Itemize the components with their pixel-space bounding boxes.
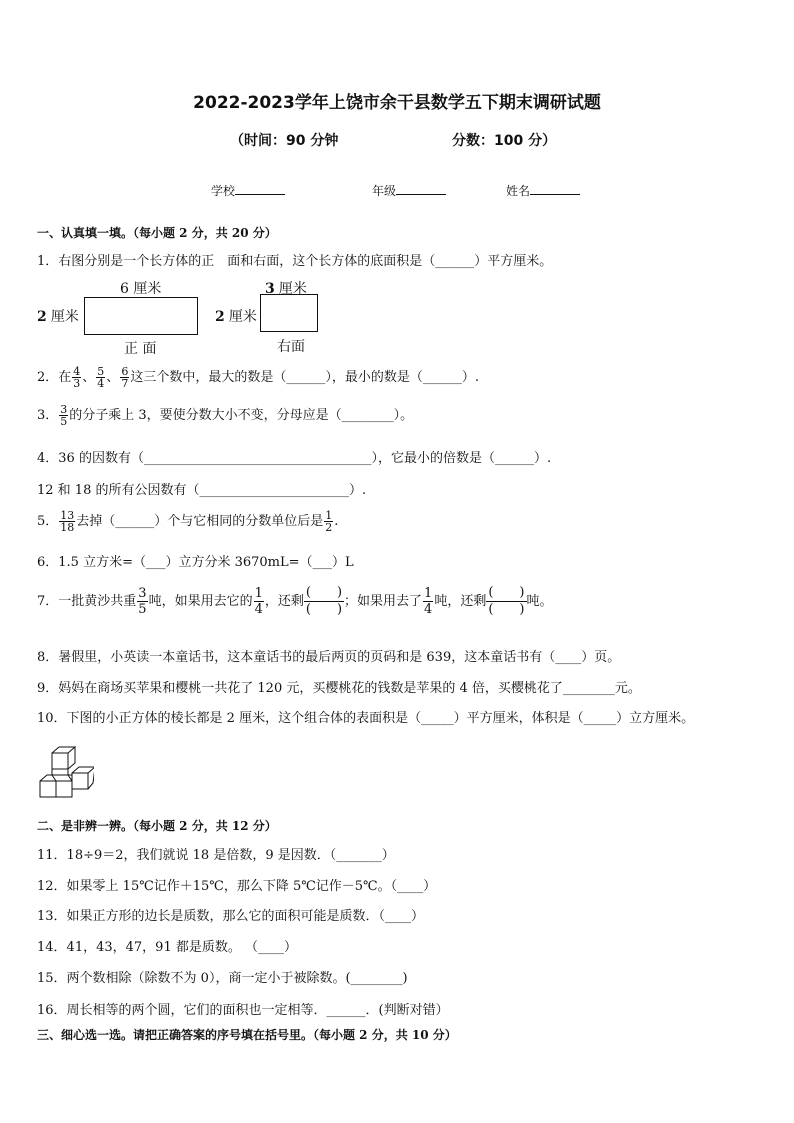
- right-height-label: 2 厘米: [215, 309, 257, 325]
- question-4: 4．36 的因数有（___________________________________），它最小的倍数是（______）.: [37, 451, 552, 466]
- q1-text-a: 1．右图分别是一个长方体的正 面和右面，这个长方体的底面积是（: [37, 254, 436, 269]
- right-width-label: 3 厘米: [265, 281, 307, 297]
- fraction-1-4: $\frac{1}{4}$: [254, 586, 263, 617]
- front-height-label: 2 厘米: [37, 309, 79, 325]
- question-6: 6．1.5 立方米=（___）立方分米 3670mL=（___）L: [37, 555, 354, 570]
- school-label: 学校: [211, 184, 236, 198]
- fraction-4-3: $\frac{4}{3}$: [73, 365, 81, 390]
- fraction-1-4-b: $\frac{1}{4}$: [424, 586, 433, 617]
- question-15: 15．两个数相除（除数不为 0），商一定小于被除数。(________): [37, 971, 408, 986]
- fraction-6-7: $\frac{6}{7}$: [121, 365, 129, 390]
- section-3-heading: 三、细心选一选。请把正确答案的序号填在括号里。（每小题 2 分，共 10 分）: [37, 1028, 457, 1042]
- right-face-label: 右面: [277, 339, 305, 355]
- fraction-3-5: $\frac{3}{5}$: [60, 403, 68, 428]
- grade-label: 年级: [372, 184, 397, 198]
- question-4b: 12 和 18 的所有公因数有（_______________________）.: [37, 483, 367, 498]
- grade-blank[interactable]: [396, 182, 446, 195]
- question-10: 10．下图的小正方体的棱长都是 2 厘米，这个组合体的表面积是（_____）平方厘米，体积是（_____）立方厘米。: [37, 711, 695, 726]
- name-label: 姓名: [506, 184, 531, 198]
- question-3: 3． $\frac{3}{5}$ 的分子乘上 3，要使分数大小不变，分母应是（________）。: [37, 403, 414, 428]
- question-13: 13．如果正方形的边长是质数，那么它的面积可能是质数．（____）: [37, 909, 425, 924]
- exam-time: （时间：90 分钟: [230, 133, 339, 149]
- school-blank[interactable]: [235, 182, 285, 195]
- question-8: 8．暑假里，小英读一本童话书，这本童话书的最后两页的页码和是 639，这本童话书有（____）页。: [37, 650, 621, 665]
- question-16: 16．周长相等的两个圆，它们的面积也一定相等．______．(判断对错）: [37, 1003, 449, 1018]
- question-11: 11．18÷9＝2，我们就说 18 是倍数，9 是因数．（_______）: [37, 848, 395, 863]
- front-face-rect: [84, 297, 198, 335]
- question-5: 5． $\frac{13}{18}$ 去掉（______）个与它相同的分数单位后是 $\frac{1}{2}$ .: [37, 509, 339, 534]
- question-1: [37, 250, 552, 269]
- q1-blank[interactable]: ______: [435, 254, 475, 269]
- name-field: [506, 182, 580, 199]
- cube-figure: [38, 745, 94, 801]
- question-2: 2．在 $\frac{4}{3}$ 、 $\frac{5}{4}$ 、 $\frac{6}{7}$ 这三个数中，最大的数是（______），最小的数是（______）.: [37, 365, 479, 390]
- blank-fraction-1[interactable]: ( ) ( ): [305, 585, 343, 617]
- grade-field: [372, 182, 446, 199]
- question-7: 7．一批黄沙共重 $\frac{3}{5}$ 吨，如果用去它的 $\frac{1}{4}$ ，还剩 ( ) ( ) ；如果用去了 $\frac{1}{4}$ 吨，还剩 ( ) ( ) 吨。: [37, 585, 553, 617]
- blank-fraction-2[interactable]: ( ) ( ): [488, 585, 525, 617]
- page-title: 2022-2023学年上饶市余干县数学五下期末调研试题: [193, 93, 601, 113]
- front-face-label: 正 面: [124, 341, 157, 357]
- section-2-heading: 二、是非辨一辨。（每小题 2 分，共 12 分）: [37, 819, 277, 833]
- fraction-1-2: $\frac{1}{2}$: [325, 509, 333, 534]
- fraction-3-5: $\frac{3}{5}$: [138, 586, 147, 617]
- question-9: 9．妈妈在商场买苹果和樱桃一共花了 120 元，买樱桃花的钱数是苹果的 4 倍，买樱桃花了________元。: [37, 681, 641, 696]
- fraction-13-18: $\frac{13}{18}$: [60, 509, 75, 534]
- right-face-rect: [260, 294, 318, 332]
- question-14: 14．41，43，47，91 都是质数。 （____）: [37, 940, 297, 955]
- front-width-label: 6 厘米: [120, 281, 162, 297]
- exam-score: 分数：100 分）: [452, 133, 557, 149]
- school-field: [211, 182, 285, 199]
- name-blank[interactable]: [530, 182, 580, 195]
- section-1-heading: 一、认真填一填。（每小题 2 分，共 20 分）: [37, 226, 277, 240]
- q1-text-b: ）平方厘米。: [474, 254, 553, 269]
- question-12: 12．如果零上 15℃记作＋15℃，那么下降 5℃记作－5℃。（____）: [37, 879, 437, 894]
- fraction-5-4: $\frac{5}{4}$: [97, 365, 105, 390]
